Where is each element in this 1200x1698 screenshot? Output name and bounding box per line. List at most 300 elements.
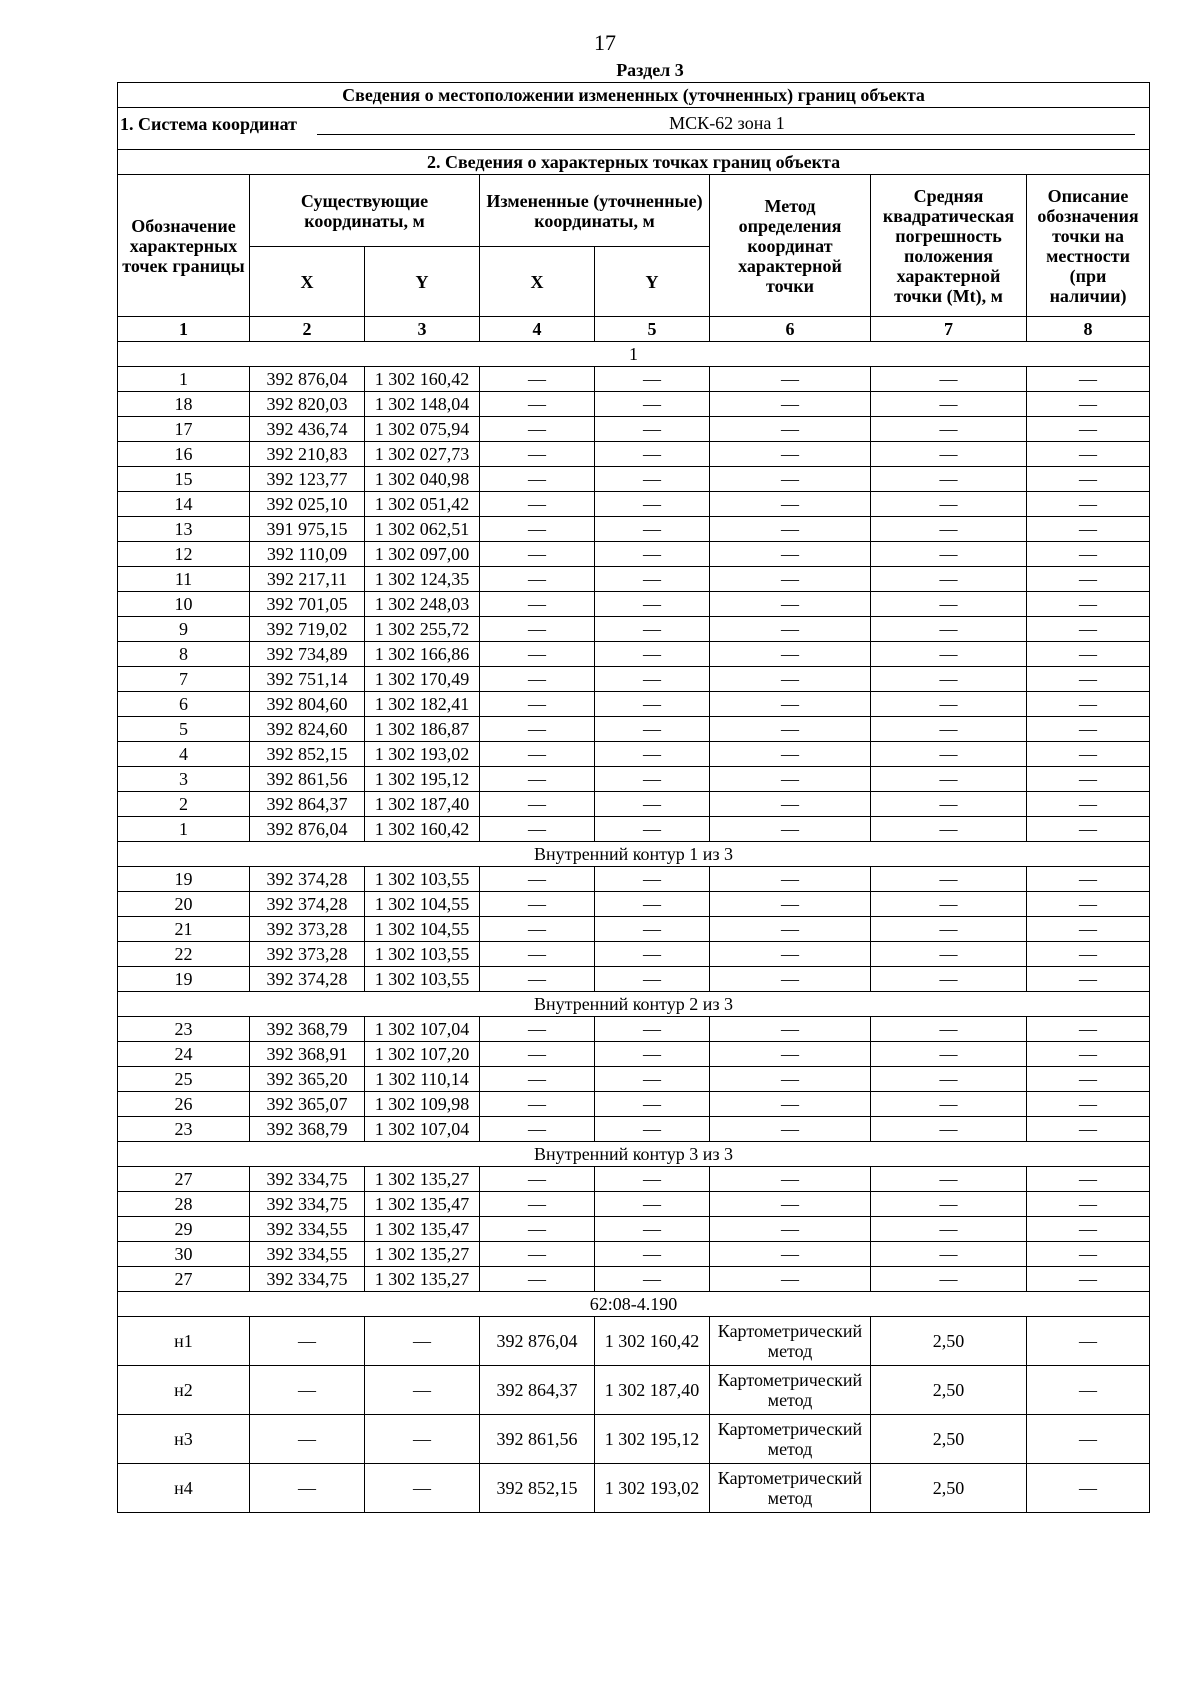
changed-y: — xyxy=(595,717,710,742)
point-id: 29 xyxy=(118,1217,250,1242)
existing-x: 392 864,37 xyxy=(250,792,365,817)
description: — xyxy=(1027,367,1150,392)
existing-y: — xyxy=(365,1317,480,1366)
existing-x: 392 436,74 xyxy=(250,417,365,442)
changed-y: — xyxy=(595,492,710,517)
existing-x: 392 876,04 xyxy=(250,367,365,392)
point-id: 4 xyxy=(118,742,250,767)
existing-y: 1 302 107,20 xyxy=(365,1042,480,1067)
method: — xyxy=(710,1267,871,1292)
existing-y: 1 302 103,55 xyxy=(365,867,480,892)
point-id: 26 xyxy=(118,1092,250,1117)
changed-y: 1 302 195,12 xyxy=(595,1415,710,1464)
changed-x: — xyxy=(480,517,595,542)
point-id: 13 xyxy=(118,517,250,542)
existing-y: 1 302 110,14 xyxy=(365,1067,480,1092)
point-id: 18 xyxy=(118,392,250,417)
error: — xyxy=(871,692,1027,717)
description: — xyxy=(1027,942,1150,967)
existing-y: 1 302 160,42 xyxy=(365,367,480,392)
description: — xyxy=(1027,1042,1150,1067)
point-id: 21 xyxy=(118,917,250,942)
changed-x: — xyxy=(480,392,595,417)
existing-x: 392 334,55 xyxy=(250,1242,365,1267)
point-id: 1 xyxy=(118,817,250,842)
error: — xyxy=(871,942,1027,967)
existing-y: — xyxy=(365,1464,480,1513)
table-row xyxy=(118,717,1150,742)
point-id: 2 xyxy=(118,792,250,817)
header-existing: Существующие координаты, м xyxy=(250,175,480,247)
point-id: 1 xyxy=(118,367,250,392)
error: — xyxy=(871,1092,1027,1117)
table-row xyxy=(118,1267,1150,1292)
table-row xyxy=(118,442,1150,467)
coord-system-label: 1. Система координат xyxy=(120,113,297,134)
existing-x: 392 334,75 xyxy=(250,1192,365,1217)
point-id: 6 xyxy=(118,692,250,717)
points-title: 2. Сведения о характерных точках границ объекта xyxy=(118,150,1150,175)
existing-x: 392 365,07 xyxy=(250,1092,365,1117)
method: — xyxy=(710,542,871,567)
existing-y: 1 302 187,40 xyxy=(365,792,480,817)
header-existing-y: Y xyxy=(365,247,480,317)
error: 2,50 xyxy=(871,1366,1027,1415)
method: — xyxy=(710,867,871,892)
existing-y: 1 302 148,04 xyxy=(365,392,480,417)
changed-x: — xyxy=(480,667,595,692)
method: — xyxy=(710,392,871,417)
table-row xyxy=(118,692,1150,717)
error: — xyxy=(871,1267,1027,1292)
description: — xyxy=(1027,617,1150,642)
point-id: 19 xyxy=(118,967,250,992)
point-id: 20 xyxy=(118,892,250,917)
existing-y: 1 302 182,41 xyxy=(365,692,480,717)
error: — xyxy=(871,967,1027,992)
point-id: 7 xyxy=(118,667,250,692)
description: — xyxy=(1027,1192,1150,1217)
changed-y: — xyxy=(595,1217,710,1242)
header-method: Метод определения координат характерной точки xyxy=(710,175,871,317)
column-number: 4 xyxy=(480,317,595,342)
changed-y: — xyxy=(595,1242,710,1267)
existing-x: 392 701,05 xyxy=(250,592,365,617)
existing-y: 1 302 027,73 xyxy=(365,442,480,467)
existing-y: 1 302 135,27 xyxy=(365,1242,480,1267)
description: — xyxy=(1027,767,1150,792)
description: — xyxy=(1027,867,1150,892)
description: — xyxy=(1027,467,1150,492)
error: — xyxy=(871,917,1027,942)
table-row xyxy=(118,1464,1150,1513)
error: — xyxy=(871,1242,1027,1267)
existing-y: 1 302 097,00 xyxy=(365,542,480,567)
error: — xyxy=(871,642,1027,667)
description: — xyxy=(1027,1267,1150,1292)
changed-y: — xyxy=(595,1117,710,1142)
existing-y: 1 302 186,87 xyxy=(365,717,480,742)
changed-x: — xyxy=(480,1242,595,1267)
changed-x: — xyxy=(480,417,595,442)
point-id: 10 xyxy=(118,592,250,617)
changed-x: — xyxy=(480,967,595,992)
error: — xyxy=(871,1067,1027,1092)
existing-y: — xyxy=(365,1415,480,1464)
point-id: 11 xyxy=(118,567,250,592)
point-id: 17 xyxy=(118,417,250,442)
changed-y: — xyxy=(595,892,710,917)
description: — xyxy=(1027,392,1150,417)
existing-x: 392 804,60 xyxy=(250,692,365,717)
point-id: 25 xyxy=(118,1067,250,1092)
coord-system-value: МСК-62 зона 1 xyxy=(317,112,1135,135)
existing-x: — xyxy=(250,1464,365,1513)
error: — xyxy=(871,892,1027,917)
error: — xyxy=(871,667,1027,692)
method: Картометрический метод xyxy=(710,1366,871,1415)
contour-header-row-label: Внутренний контур 2 из 3 xyxy=(118,992,1150,1017)
description: — xyxy=(1027,1017,1150,1042)
changed-x: — xyxy=(480,792,595,817)
changed-x: — xyxy=(480,942,595,967)
changed-y: — xyxy=(595,417,710,442)
changed-x: — xyxy=(480,542,595,567)
description: — xyxy=(1027,1464,1150,1513)
point-id: 19 xyxy=(118,867,250,892)
existing-y: 1 302 062,51 xyxy=(365,517,480,542)
method: — xyxy=(710,442,871,467)
method: — xyxy=(710,617,871,642)
point-id: 27 xyxy=(118,1267,250,1292)
column-number: 8 xyxy=(1027,317,1150,342)
table-row xyxy=(118,917,1150,942)
changed-y: — xyxy=(595,467,710,492)
table-row xyxy=(118,1192,1150,1217)
existing-y: 1 302 103,55 xyxy=(365,942,480,967)
method: — xyxy=(710,1242,871,1267)
table-row xyxy=(118,667,1150,692)
existing-x: 392 210,83 xyxy=(250,442,365,467)
changed-y: — xyxy=(595,692,710,717)
header-description: Описание обозначения точки на местности (при наличии) xyxy=(1027,175,1150,317)
table-row xyxy=(118,1067,1150,1092)
changed-y: — xyxy=(595,1092,710,1117)
method: — xyxy=(710,967,871,992)
column-number: 5 xyxy=(595,317,710,342)
description: — xyxy=(1027,1317,1150,1366)
changed-x: — xyxy=(480,1192,595,1217)
existing-y: 1 302 109,98 xyxy=(365,1092,480,1117)
coord-system-row xyxy=(118,108,1150,150)
section-title: Раздел 3 xyxy=(616,60,684,80)
error: — xyxy=(871,767,1027,792)
method: — xyxy=(710,717,871,742)
method: — xyxy=(710,492,871,517)
changed-y: — xyxy=(595,517,710,542)
method: — xyxy=(710,792,871,817)
changed-y: 1 302 187,40 xyxy=(595,1366,710,1415)
method: — xyxy=(710,767,871,792)
header-changed-x: X xyxy=(480,247,595,317)
changed-y: — xyxy=(595,1017,710,1042)
error: — xyxy=(871,792,1027,817)
changed-y: — xyxy=(595,942,710,967)
changed-x: — xyxy=(480,492,595,517)
error: — xyxy=(871,1167,1027,1192)
method: — xyxy=(710,942,871,967)
changed-y: — xyxy=(595,967,710,992)
contour-header-row-label: 1 xyxy=(118,342,1150,367)
existing-x: 392 373,28 xyxy=(250,917,365,942)
changed-x: — xyxy=(480,1017,595,1042)
table-row xyxy=(118,1117,1150,1142)
existing-y: 1 302 135,27 xyxy=(365,1167,480,1192)
method: Картометрический метод xyxy=(710,1464,871,1513)
table-row xyxy=(118,1317,1150,1366)
existing-x: 392 719,02 xyxy=(250,617,365,642)
existing-y: 1 302 051,42 xyxy=(365,492,480,517)
error: — xyxy=(871,742,1027,767)
changed-x: 392 876,04 xyxy=(480,1317,595,1366)
existing-y: 1 302 075,94 xyxy=(365,417,480,442)
point-id: 27 xyxy=(118,1167,250,1192)
existing-x: 392 368,79 xyxy=(250,1117,365,1142)
changed-y: — xyxy=(595,592,710,617)
existing-y: 1 302 166,86 xyxy=(365,642,480,667)
existing-x: 392 123,77 xyxy=(250,467,365,492)
changed-y: — xyxy=(595,442,710,467)
changed-y: — xyxy=(595,917,710,942)
table-row xyxy=(118,742,1150,767)
contour-header-row xyxy=(118,842,1150,867)
error: — xyxy=(871,1117,1027,1142)
error: — xyxy=(871,617,1027,642)
method: — xyxy=(710,1042,871,1067)
description: — xyxy=(1027,817,1150,842)
changed-y: — xyxy=(595,742,710,767)
table-row xyxy=(118,592,1150,617)
parcel-header-row-label: 62:08-4.190 xyxy=(118,1292,1150,1317)
changed-x: — xyxy=(480,917,595,942)
point-id: н3 xyxy=(118,1415,250,1464)
existing-x: 392 876,04 xyxy=(250,817,365,842)
method: — xyxy=(710,642,871,667)
existing-x: 392 861,56 xyxy=(250,767,365,792)
contour-header-row xyxy=(118,1142,1150,1167)
table-row xyxy=(118,1217,1150,1242)
existing-y: 1 302 195,12 xyxy=(365,767,480,792)
changed-y: — xyxy=(595,817,710,842)
parcel-header-row xyxy=(118,1292,1150,1317)
table-row xyxy=(118,642,1150,667)
description: — xyxy=(1027,442,1150,467)
error: — xyxy=(871,542,1027,567)
error: — xyxy=(871,517,1027,542)
header-designation: Обозначение характерных точек границы xyxy=(118,175,250,317)
point-id: 12 xyxy=(118,542,250,567)
existing-x: 392 734,89 xyxy=(250,642,365,667)
column-numbers-row xyxy=(118,317,1150,342)
method: — xyxy=(710,1117,871,1142)
changed-x: — xyxy=(480,1167,595,1192)
description: — xyxy=(1027,1117,1150,1142)
table-row xyxy=(118,392,1150,417)
changed-y: — xyxy=(595,1167,710,1192)
point-id: 8 xyxy=(118,642,250,667)
description: — xyxy=(1027,642,1150,667)
changed-y: — xyxy=(595,392,710,417)
existing-y: 1 302 103,55 xyxy=(365,967,480,992)
changed-y: 1 302 160,42 xyxy=(595,1317,710,1366)
error: — xyxy=(871,867,1027,892)
existing-y: 1 302 170,49 xyxy=(365,667,480,692)
existing-x: 392 373,28 xyxy=(250,942,365,967)
contour-header-row-label: Внутренний контур 3 из 3 xyxy=(118,1142,1150,1167)
table-row xyxy=(118,367,1150,392)
contour-header-row-label: Внутренний контур 1 из 3 xyxy=(118,842,1150,867)
existing-y: 1 302 160,42 xyxy=(365,817,480,842)
table-row xyxy=(118,617,1150,642)
changed-y: — xyxy=(595,1267,710,1292)
column-number: 1 xyxy=(118,317,250,342)
changed-x: — xyxy=(480,1092,595,1117)
method: — xyxy=(710,892,871,917)
existing-y: 1 302 104,55 xyxy=(365,892,480,917)
table-row xyxy=(118,467,1150,492)
method: — xyxy=(710,1092,871,1117)
description: — xyxy=(1027,592,1150,617)
header-error: Средняя квадратическая погрешность положения характерной точки (Mt), м xyxy=(871,175,1027,317)
table-row xyxy=(118,542,1150,567)
table-row xyxy=(118,892,1150,917)
existing-x: 392 374,28 xyxy=(250,867,365,892)
table-row xyxy=(118,792,1150,817)
changed-x: — xyxy=(480,442,595,467)
description: — xyxy=(1027,492,1150,517)
changed-x: — xyxy=(480,867,595,892)
method: Картометрический метод xyxy=(710,1317,871,1366)
method: — xyxy=(710,1167,871,1192)
column-number: 7 xyxy=(871,317,1027,342)
existing-x: 392 374,28 xyxy=(250,892,365,917)
column-number: 3 xyxy=(365,317,480,342)
description: — xyxy=(1027,567,1150,592)
description: — xyxy=(1027,517,1150,542)
changed-y: — xyxy=(595,1067,710,1092)
method: — xyxy=(710,367,871,392)
description: — xyxy=(1027,1067,1150,1092)
existing-y: 1 302 193,02 xyxy=(365,742,480,767)
changed-x: — xyxy=(480,1217,595,1242)
table-row xyxy=(118,1167,1150,1192)
error: — xyxy=(871,442,1027,467)
changed-x: — xyxy=(480,1267,595,1292)
changed-x: 392 864,37 xyxy=(480,1366,595,1415)
existing-x: 392 374,28 xyxy=(250,967,365,992)
changed-x: — xyxy=(480,692,595,717)
existing-y: 1 302 040,98 xyxy=(365,467,480,492)
error: — xyxy=(871,817,1027,842)
method: — xyxy=(710,742,871,767)
existing-y: 1 302 107,04 xyxy=(365,1117,480,1142)
existing-x: 392 217,11 xyxy=(250,567,365,592)
changed-x: — xyxy=(480,892,595,917)
description: — xyxy=(1027,967,1150,992)
method: — xyxy=(710,467,871,492)
error: — xyxy=(871,417,1027,442)
description: — xyxy=(1027,667,1150,692)
changed-x: 392 861,56 xyxy=(480,1415,595,1464)
header-changed-y: Y xyxy=(595,247,710,317)
point-id: 9 xyxy=(118,617,250,642)
error: — xyxy=(871,367,1027,392)
method: — xyxy=(710,417,871,442)
description: — xyxy=(1027,1092,1150,1117)
method: — xyxy=(710,692,871,717)
existing-x: 392 334,75 xyxy=(250,1167,365,1192)
changed-x: — xyxy=(480,617,595,642)
table-row xyxy=(118,1242,1150,1267)
changed-y: — xyxy=(595,667,710,692)
error: — xyxy=(871,1217,1027,1242)
existing-y: 1 302 248,03 xyxy=(365,592,480,617)
existing-x: 392 025,10 xyxy=(250,492,365,517)
description: — xyxy=(1027,892,1150,917)
table-row xyxy=(118,492,1150,517)
existing-x: 391 975,15 xyxy=(250,517,365,542)
existing-x: 392 334,55 xyxy=(250,1217,365,1242)
changed-y: — xyxy=(595,1042,710,1067)
point-id: н2 xyxy=(118,1366,250,1415)
column-number: 6 xyxy=(710,317,871,342)
table-row xyxy=(118,1042,1150,1067)
header-changed: Измененные (уточненные) координаты, м xyxy=(480,175,710,247)
changed-y: — xyxy=(595,867,710,892)
contour-header-row xyxy=(118,992,1150,1017)
table-row xyxy=(118,1366,1150,1415)
changed-y: — xyxy=(595,567,710,592)
table-row xyxy=(118,517,1150,542)
error: — xyxy=(871,717,1027,742)
existing-y: 1 302 135,47 xyxy=(365,1217,480,1242)
table-row xyxy=(118,1017,1150,1042)
table-row xyxy=(118,1092,1150,1117)
changed-y: 1 302 193,02 xyxy=(595,1464,710,1513)
point-id: н4 xyxy=(118,1464,250,1513)
changed-x: — xyxy=(480,742,595,767)
error: — xyxy=(871,567,1027,592)
description: — xyxy=(1027,692,1150,717)
existing-y: 1 302 135,27 xyxy=(365,1267,480,1292)
existing-x: — xyxy=(250,1317,365,1366)
description: — xyxy=(1027,1415,1150,1464)
method: — xyxy=(710,667,871,692)
changed-x: — xyxy=(480,1117,595,1142)
description: — xyxy=(1027,1167,1150,1192)
method: — xyxy=(710,1192,871,1217)
description: — xyxy=(1027,417,1150,442)
error: — xyxy=(871,467,1027,492)
method: — xyxy=(710,1217,871,1242)
existing-x: 392 334,75 xyxy=(250,1267,365,1292)
method: — xyxy=(710,517,871,542)
existing-x: — xyxy=(250,1366,365,1415)
error: 2,50 xyxy=(871,1317,1027,1366)
description: — xyxy=(1027,792,1150,817)
error: — xyxy=(871,1017,1027,1042)
point-id: 15 xyxy=(118,467,250,492)
